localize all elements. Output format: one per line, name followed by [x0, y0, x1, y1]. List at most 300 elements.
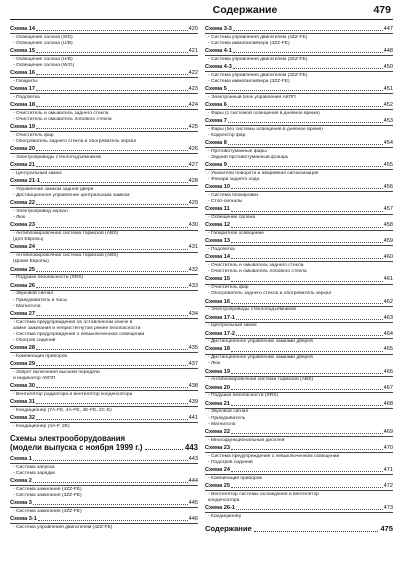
scheme-description — [205, 285, 393, 297]
description-line: - Обогреватель заднего стекла и обогреватель зеркал — [13, 139, 137, 145]
description-line: - Дистанционное управление замками дверей — [208, 355, 313, 361]
scheme-label: Схема 6 — [205, 102, 227, 109]
description-line: - Магнитола — [13, 303, 41, 309]
toc-entry-row — [10, 345, 198, 352]
dot-leader — [236, 319, 383, 320]
scheme-label: Схема 14 — [205, 254, 230, 261]
scheme-label: Схема 32 — [10, 415, 35, 422]
scheme-label: Схема 13 — [205, 238, 230, 245]
scheme-page: 437 — [188, 360, 198, 367]
scheme-page: 459 — [383, 238, 393, 245]
description-line: - Освещение салона (U/B) — [13, 40, 73, 46]
toc-entry[interactable] — [205, 206, 393, 221]
scheme-description — [205, 35, 393, 47]
description-line: - Система управления двигателем (3ZZ-FE) — [208, 56, 308, 62]
dot-leader — [36, 249, 188, 250]
contents-label: Содержание — [205, 523, 252, 533]
scheme-label: Схема 18 — [205, 346, 230, 353]
description-line: замке зажигания и непристёгнутом ремне безопасности — [13, 325, 141, 331]
dot-leader — [254, 531, 379, 532]
toc-entry[interactable] — [205, 505, 393, 520]
description-line: - Кондиционер (4A-F, 2E) — [13, 423, 70, 429]
dot-leader — [33, 482, 188, 483]
scheme-description — [10, 231, 198, 243]
toc-entry[interactable] — [205, 118, 393, 139]
section-page: 443 — [184, 443, 198, 452]
description-line: - Противотуманные фары — [208, 149, 267, 155]
toc-entry-row — [205, 102, 393, 109]
dot-leader — [38, 520, 188, 521]
scheme-page: 461 — [383, 276, 393, 283]
contents-entry[interactable] — [205, 524, 393, 534]
scheme-description — [10, 354, 198, 360]
description-line: - Электроприводы стеклоподъёмников — [208, 307, 297, 313]
dot-leader — [231, 373, 383, 374]
scheme-description — [205, 454, 393, 466]
dot-leader — [36, 52, 188, 53]
scheme-label: Схема 26 — [10, 282, 35, 289]
dot-leader — [231, 389, 383, 390]
toc-entry[interactable] — [10, 244, 198, 265]
scheme-page: 451 — [383, 86, 393, 93]
toc-entry-row — [205, 276, 393, 283]
dot-leader — [36, 271, 188, 272]
toc-entry-row — [205, 26, 393, 33]
scheme-page: 450 — [383, 64, 393, 71]
description-line: - Система иммобилайзера (4ZZ-FE) — [208, 40, 290, 46]
scheme-page: 447 — [383, 26, 393, 32]
scheme-page: 422 — [188, 70, 198, 77]
scheme-description — [205, 95, 393, 101]
scheme-label: Схема 25 — [10, 266, 35, 273]
dot-leader — [231, 471, 383, 472]
description-line: - Электронный блок управления АКПП — [208, 95, 296, 101]
description-line: - Комбинация приборов — [13, 353, 68, 359]
scheme-page: 429 — [188, 200, 198, 207]
toc-entry[interactable] — [205, 86, 393, 101]
toc-entry-row — [205, 140, 393, 147]
toc-entry-row — [10, 86, 198, 93]
scheme-label: Схема 11 — [205, 206, 230, 213]
toc-entry[interactable] — [10, 516, 198, 531]
toc-entry-row — [205, 184, 393, 191]
scheme-page: 463 — [383, 314, 393, 321]
scheme-description — [10, 35, 198, 47]
scheme-page: 443 — [188, 456, 198, 462]
toc-entry[interactable] — [10, 415, 198, 430]
toc-entry[interactable] — [205, 467, 393, 482]
toc-entry[interactable] — [10, 146, 198, 161]
scheme-description — [10, 171, 198, 177]
scheme-label: Схема 27 — [10, 310, 35, 317]
toc-entry-row — [205, 48, 393, 55]
section-title-line1: Схемы электрооборудования — [10, 434, 126, 443]
scheme-description — [205, 263, 393, 275]
dot-leader — [231, 405, 383, 406]
scheme-label: Схема 21 — [10, 162, 35, 169]
scheme-page: 472 — [383, 482, 393, 489]
right-column — [205, 26, 393, 534]
description-line: - Освещение салона (SID) — [13, 34, 73, 40]
scheme-page: 455 — [383, 162, 393, 169]
description-line: - Система управления двигателем (3ZZ-FE) — [208, 72, 308, 78]
scheme-description — [205, 57, 393, 63]
toc-entry-row — [205, 254, 393, 261]
scheme-page: 469 — [383, 428, 393, 435]
description-line: - Управление замком задней двери — [13, 187, 94, 193]
scheme-label: Схема 17 — [10, 86, 35, 93]
toc-entry[interactable] — [10, 200, 198, 221]
scheme-page: 458 — [383, 222, 393, 229]
dot-leader — [228, 166, 383, 167]
toc-entry[interactable] — [205, 299, 393, 314]
scheme-label: Схема 24 — [205, 466, 230, 473]
description-line: - Система управления двигателем (4ZZ-FE) — [13, 525, 113, 531]
dot-leader — [36, 419, 188, 420]
toc-entry[interactable] — [205, 346, 393, 367]
scheme-description — [205, 149, 393, 161]
dot-leader — [36, 128, 188, 129]
scheme-label: Схема 9 — [205, 162, 227, 169]
toc-entry-row — [10, 415, 198, 422]
toc-entry[interactable] — [205, 445, 393, 466]
toc-entry[interactable] — [10, 311, 198, 344]
scheme-label: Схема 3-3 — [205, 26, 232, 32]
scheme-label: Схема 22 — [10, 200, 35, 207]
scheme-page: 462 — [383, 298, 393, 305]
description-line: - Система предупреждения об оставленном ключе в — [13, 319, 133, 325]
description-line: - Очиститель и омыватель заднего стекла — [208, 263, 304, 269]
toc-entry-row — [205, 467, 393, 474]
toc-entry-row — [205, 385, 393, 392]
scheme-description — [10, 525, 198, 531]
scheme-description — [205, 339, 393, 345]
section-heading[interactable] — [10, 434, 198, 452]
scheme-description — [205, 323, 393, 329]
description-line: - Система иммобилайзера (3ZZ-FE) — [208, 79, 290, 85]
toc-entry[interactable] — [205, 238, 393, 253]
scheme-page: 471 — [383, 466, 393, 473]
description-line: - Подсветка — [13, 95, 40, 101]
toc-entry-row — [10, 283, 198, 290]
scheme-label: Схема 7 — [205, 118, 227, 125]
scheme-description — [205, 492, 393, 504]
description-line: - Магнитола — [208, 421, 236, 427]
toc-entry-row — [10, 516, 198, 523]
description-line: - Вентилятор системы охлаждения и вентилятор — [208, 491, 320, 497]
description-line: - Очиститель фар — [13, 133, 54, 139]
description-line: - Антиблокировочная система тормозов (ABS) — [13, 231, 119, 237]
toc-entry[interactable] — [10, 70, 198, 85]
scheme-page: 424 — [188, 102, 198, 109]
toc-entry-row — [205, 86, 393, 93]
scheme-label: Схема 5 — [205, 86, 227, 93]
description-line: - Очиститель фар — [208, 285, 249, 291]
toc-entry-row — [205, 206, 393, 213]
toc-entry[interactable] — [205, 385, 393, 400]
scheme-page: 433 — [188, 282, 198, 289]
dot-leader — [36, 166, 188, 167]
toc-entry[interactable] — [205, 276, 393, 297]
description-line: - Габаритное освещение — [208, 231, 264, 237]
description-line: - Система зажигания (4ZZ-FE) — [13, 509, 82, 515]
scheme-page: 426 — [188, 146, 198, 153]
scheme-label: Схема 4-3 — [205, 64, 232, 71]
dot-leader — [33, 504, 188, 505]
toc-entry[interactable] — [10, 283, 198, 310]
description-line: - Освещение салона (H/B) — [13, 56, 73, 62]
description-line: - Очиститель и омыватель лобового стекла — [13, 117, 112, 123]
dot-leader — [36, 30, 188, 31]
left-column — [10, 26, 198, 532]
toc-entry-row — [205, 162, 393, 169]
toc-entry[interactable] — [10, 102, 198, 123]
scheme-description — [205, 193, 393, 205]
description-line: - Задний противотуманный фонарь — [208, 155, 289, 161]
description-line: - Дистанционное управление замками дверей — [208, 339, 313, 345]
toc-entry[interactable] — [10, 86, 198, 101]
description-line: - Подогрев сидений — [208, 459, 253, 465]
scheme-label: Схема 16 — [10, 70, 35, 77]
toc-entry-row — [10, 48, 198, 55]
description-line: - Система предупреждения о невыключенном освещении — [208, 453, 340, 459]
scheme-page: 452 — [383, 102, 393, 109]
scheme-description — [205, 111, 393, 117]
scheme-page: 420 — [188, 26, 198, 32]
toc-entry-row — [205, 346, 393, 353]
toc-entry-row — [10, 399, 198, 406]
description-line: - Фонари заднего хода — [208, 177, 260, 183]
scheme-label: Схема 23 — [10, 222, 35, 229]
description-line: (кроме Европы) — [13, 259, 49, 265]
scheme-description — [205, 307, 393, 313]
dot-leader — [236, 335, 383, 336]
description-line: - Система предупреждения о невыключенном освещении — [13, 331, 145, 337]
toc-entry-row — [10, 383, 198, 390]
scheme-description — [10, 111, 198, 123]
scheme-label: Схема 25 — [205, 482, 230, 489]
description-line: - Люк — [13, 215, 26, 221]
toc-entry[interactable] — [205, 331, 393, 346]
dot-leader — [36, 150, 188, 151]
page-title: Содержание — [212, 4, 278, 16]
toc-entry-row — [10, 124, 198, 131]
description-line: - Антиблокировочная система тормозов (ABS) — [208, 377, 314, 383]
description-line: - Многофункциональный дисплей — [208, 437, 285, 443]
scheme-description — [10, 291, 198, 309]
scheme-page: 470 — [383, 444, 393, 451]
dot-leader — [236, 509, 383, 510]
description-line: - Подушки безопасности (SRS) — [13, 275, 84, 281]
scheme-description — [10, 79, 198, 85]
scheme-label: Схема 23 — [205, 444, 230, 451]
scheme-page: 427 — [188, 162, 198, 169]
toc-entry[interactable] — [10, 456, 198, 477]
dot-leader — [36, 204, 188, 205]
dot-leader — [33, 460, 188, 461]
scheme-label: Схема 3 — [10, 500, 32, 507]
scheme-page: 438 — [188, 383, 198, 390]
description-line: - Подсветка — [208, 247, 235, 253]
header-rule — [10, 19, 393, 20]
dot-leader — [231, 211, 383, 212]
dot-leader — [36, 365, 188, 366]
section-title-line2: (модели выпуска с ноября 1999 г.) — [10, 443, 143, 452]
dot-leader — [231, 227, 383, 228]
dot-leader — [36, 403, 188, 404]
scheme-label: Схема 21 — [205, 400, 230, 407]
toc-entry-row — [10, 26, 198, 33]
scheme-page: 430 — [188, 222, 198, 229]
toc-entry[interactable] — [10, 399, 198, 414]
toc-entry[interactable] — [205, 254, 393, 275]
description-line: и индикатор АКПП — [13, 375, 56, 381]
scheme-label: Схема 10 — [205, 184, 230, 191]
description-line: - Дистанционное управление центральным замком — [13, 193, 130, 199]
scheme-page: 453 — [383, 118, 393, 125]
toc-entry-row — [205, 64, 393, 71]
scheme-description — [205, 231, 393, 237]
scheme-label: Схема 4-1 — [205, 48, 232, 55]
description-line: - Центральный замок — [13, 171, 62, 177]
dot-leader — [36, 387, 188, 388]
scheme-description — [10, 392, 198, 398]
description-line: - Электроприводы стеклоподъёмников — [13, 155, 102, 161]
dot-leader — [231, 303, 383, 304]
toc-entry[interactable] — [10, 345, 198, 360]
scheme-page: 468 — [383, 400, 393, 407]
scheme-label: Схема 20 — [205, 384, 230, 391]
description-line: - Освещение салона (W/G) — [13, 63, 75, 69]
dot-leader — [233, 52, 383, 53]
scheme-label: Схема 21-1 — [10, 178, 40, 185]
toc-entry-row — [205, 369, 393, 376]
toc-entry-row — [10, 102, 198, 109]
scheme-description — [10, 424, 198, 430]
scheme-description — [205, 393, 393, 399]
scheme-label: Схема 15 — [10, 48, 35, 55]
scheme-description — [205, 514, 393, 520]
page-number: 479 — [373, 4, 391, 16]
description-line: - Люк — [208, 361, 221, 367]
dot-leader — [36, 74, 188, 75]
toc-entry[interactable] — [10, 361, 198, 382]
dot-leader — [231, 449, 383, 450]
scheme-description — [10, 370, 198, 382]
description-line: - Электропривод зеркал — [13, 209, 68, 215]
scheme-label: Схема 17-2 — [205, 330, 235, 337]
scheme-page: 466 — [383, 368, 393, 375]
toc-entry[interactable] — [10, 162, 198, 177]
toc-entry-row — [205, 238, 393, 245]
scheme-page: 445 — [188, 500, 198, 507]
description-line: - Звуковой сигнал — [208, 409, 249, 415]
toc-entry[interactable] — [205, 64, 393, 85]
toc-entry-row — [205, 299, 393, 306]
toc-entry[interactable] — [10, 26, 198, 47]
scheme-description — [10, 155, 198, 161]
toc-entry[interactable] — [205, 315, 393, 330]
toc-entry[interactable] — [205, 483, 393, 504]
scheme-label: Схема 1 — [10, 456, 32, 462]
toc-entry[interactable] — [10, 478, 198, 499]
scheme-description — [10, 253, 198, 265]
scheme-description — [10, 408, 198, 414]
toc-entry-row — [205, 483, 393, 490]
toc-entry[interactable] — [205, 162, 393, 183]
toc-entry[interactable] — [205, 429, 393, 444]
scheme-label: Схема 14 — [10, 26, 35, 32]
dot-leader — [231, 188, 383, 189]
scheme-page: 432 — [188, 266, 198, 273]
toc-entry[interactable] — [205, 184, 393, 205]
description-line: - Фары (с системой освещения в дневное время) — [208, 111, 320, 117]
scheme-description — [10, 320, 198, 344]
description-line: - Запрет включения высшей передачи — [13, 369, 100, 375]
toc-entry[interactable] — [205, 48, 393, 63]
description-line: - Система блокировки — [208, 193, 259, 199]
scheme-description — [205, 247, 393, 253]
toc-entry[interactable] — [10, 124, 198, 145]
toc-entry-row — [205, 505, 393, 512]
toc-entry[interactable] — [205, 26, 393, 47]
scheme-label: Схема 18 — [10, 102, 35, 109]
toc-entry[interactable] — [205, 222, 393, 237]
description-line: - Система зажигания (3ZZ-FE) — [13, 493, 82, 499]
section-title-line2-row — [10, 443, 198, 452]
toc-entry[interactable] — [205, 140, 393, 161]
description-line: - Габариты — [13, 79, 38, 85]
toc-entry-row — [10, 456, 198, 463]
scheme-label: Схема 22 — [205, 428, 230, 435]
scheme-description — [10, 509, 198, 515]
scheme-label: Схема 19 — [10, 124, 35, 131]
dot-leader — [228, 90, 383, 91]
dot-leader — [231, 433, 383, 434]
scheme-description — [10, 57, 198, 69]
scheme-label: Схема 2 — [10, 478, 32, 485]
scheme-description — [205, 438, 393, 444]
toc-entry[interactable] — [10, 500, 198, 515]
toc-entry[interactable] — [205, 102, 393, 117]
right-entry-list — [205, 26, 393, 520]
dot-leader — [36, 227, 188, 228]
scheme-label: Схема 30 — [10, 383, 35, 390]
description-line: (для Европы) — [13, 237, 44, 243]
toc-entry[interactable] — [10, 48, 198, 69]
toc-entry[interactable] — [205, 369, 393, 384]
dot-leader — [231, 258, 383, 259]
dot-leader — [36, 90, 188, 91]
scheme-description — [205, 377, 393, 383]
scheme-page: 467 — [383, 384, 393, 391]
left-entry-list — [10, 26, 198, 430]
scheme-description — [205, 476, 393, 482]
toc-entry[interactable] — [10, 222, 198, 243]
dot-leader — [233, 68, 383, 69]
toc-entry[interactable] — [10, 267, 198, 282]
scheme-page: 439 — [188, 399, 198, 406]
scheme-page: 423 — [188, 86, 198, 93]
scheme-page: 460 — [383, 254, 393, 261]
scheme-label: Схема 3-1 — [10, 516, 37, 523]
toc-entry[interactable] — [10, 178, 198, 199]
description-line: - Система запуска — [13, 464, 55, 470]
scheme-page: 428 — [188, 178, 198, 185]
description-line: - Очиститель и омыватель заднего стекла — [13, 111, 109, 117]
toc-entry[interactable] — [205, 401, 393, 428]
toc-entry[interactable] — [10, 383, 198, 398]
